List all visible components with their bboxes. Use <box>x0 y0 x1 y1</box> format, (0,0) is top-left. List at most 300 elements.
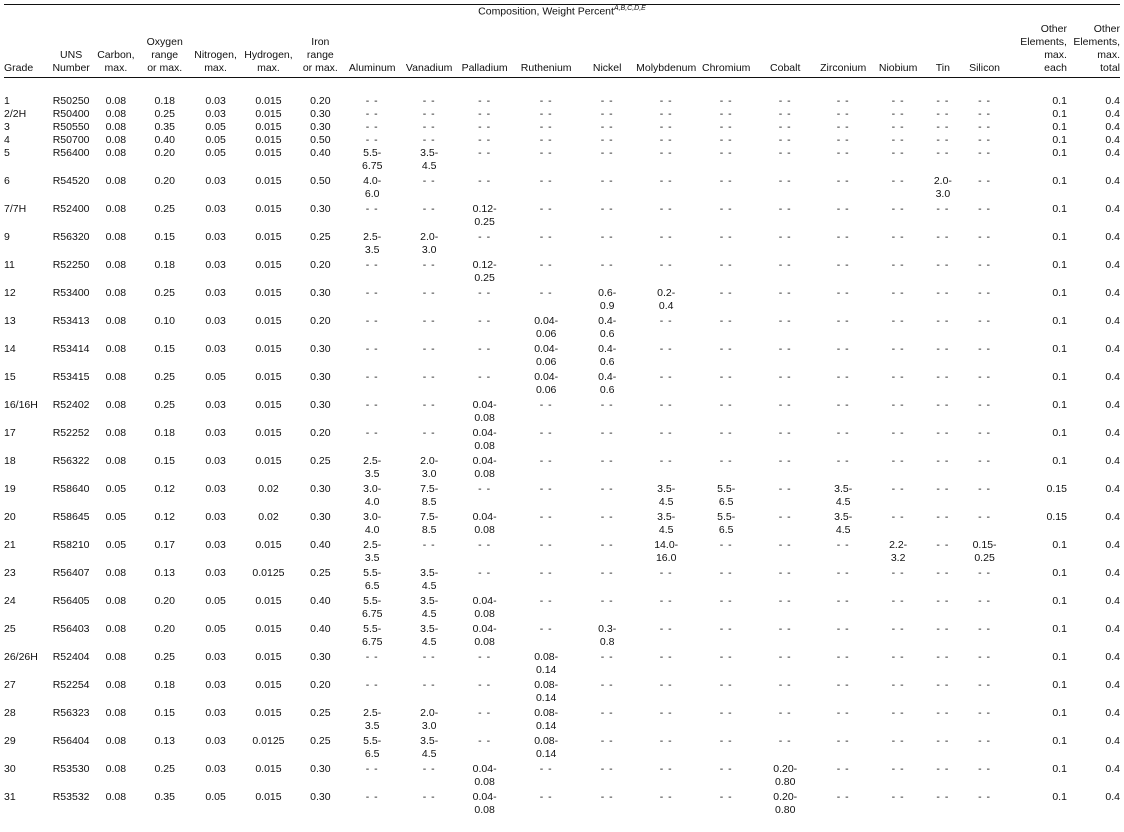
table-cell: 0.4 <box>1105 791 1120 803</box>
table-cell: 0.2- 0.4 <box>657 287 676 312</box>
table-cell: - - <box>936 595 950 607</box>
table-cell: - - <box>539 175 553 187</box>
table-cell: 0.4 <box>1105 259 1120 271</box>
table-cell: - - <box>936 623 950 635</box>
table-cell: 0.20 <box>310 315 331 327</box>
table-cell: 3.5- 4.5 <box>420 567 439 592</box>
table-cell: 0.1 <box>1052 287 1067 299</box>
table-cell: - - <box>600 399 614 411</box>
table-cell: 0.30 <box>310 399 331 411</box>
table-cell: - - <box>539 791 553 803</box>
table-cell: - - <box>600 735 614 747</box>
table-cell: 0.015 <box>255 259 282 271</box>
table-cell: 0.04- 0.08 <box>472 791 497 816</box>
table-cell: 0.15 <box>1046 511 1067 523</box>
table-cell: 0.08 <box>105 259 127 271</box>
table-cell: 0.1 <box>1052 134 1067 146</box>
table-cell: - - <box>600 595 614 607</box>
table-cell: 0.03 <box>205 175 226 187</box>
table-cell: - - <box>719 399 733 411</box>
table-cell: 0.35 <box>154 121 175 133</box>
table-row <box>4 455 1120 483</box>
uns-cell: R56405 <box>52 595 90 607</box>
table-cell: - - <box>719 371 733 383</box>
table-cell: - - <box>600 511 614 523</box>
grade-cell: 31 <box>4 791 16 803</box>
table-cell: 0.0125 <box>252 567 285 579</box>
uns-cell: R56404 <box>52 735 90 747</box>
table-cell: - - <box>778 567 792 579</box>
table-cell: - - <box>936 511 950 523</box>
table-row <box>4 259 1120 287</box>
table-cell: - - <box>659 343 673 355</box>
grade-cell: 18 <box>4 455 16 467</box>
table-cell: - - <box>478 483 492 495</box>
table-cell: - - <box>719 651 733 663</box>
table-cell: 0.015 <box>255 679 282 691</box>
table-cell: 0.4- 0.6 <box>598 343 617 368</box>
table-cell: - - <box>365 95 379 107</box>
table-cell: - - <box>659 763 673 775</box>
table-row <box>4 371 1120 399</box>
table-cell: - - <box>659 427 673 439</box>
uns-cell: R56323 <box>52 707 90 719</box>
table-cell: - - <box>891 483 905 495</box>
table-cell: 0.03 <box>205 427 226 439</box>
table-cell: 0.08- 0.14 <box>534 679 559 704</box>
table-cell: 0.03 <box>205 343 226 355</box>
grade-cell: 25 <box>4 623 16 635</box>
table-cell: 0.03 <box>205 483 226 495</box>
table-cell: - - <box>478 343 492 355</box>
table-cell: 0.4 <box>1105 343 1120 355</box>
table-cell: 0.08 <box>105 679 127 691</box>
table-cell: 0.015 <box>255 134 282 146</box>
table-cell: 3.0- 4.0 <box>363 511 382 536</box>
table-cell: 0.30 <box>310 343 331 355</box>
column-header: Iron range or max. <box>302 36 338 74</box>
table-cell: 0.04- 0.08 <box>472 595 497 620</box>
table-cell: - - <box>539 455 553 467</box>
table-cell: - - <box>600 203 614 215</box>
table-cell: - - <box>891 259 905 271</box>
column-header: Vanadium <box>405 62 453 74</box>
grade-cell: 17 <box>4 427 16 439</box>
table-cell: - - <box>936 203 950 215</box>
table-cell: 0.20 <box>154 623 175 635</box>
table-row <box>4 511 1120 539</box>
table-cell: 0.10 <box>154 315 175 327</box>
column-header: Oxygen range or max. <box>146 36 183 74</box>
table-cell: 3.5- 4.5 <box>420 623 439 648</box>
table-cell: - - <box>836 259 850 271</box>
table-cell: - - <box>422 763 436 775</box>
table-cell: 0.4 <box>1105 735 1120 747</box>
table-row <box>4 134 1120 147</box>
table-cell: - - <box>936 399 950 411</box>
uns-cell: R50400 <box>52 108 90 120</box>
table-cell: 0.015 <box>255 791 282 803</box>
table-cell: 0.30 <box>310 108 331 120</box>
table-cell: 0.015 <box>255 343 282 355</box>
table-cell: 0.02 <box>258 511 279 523</box>
column-header: Palladium <box>461 62 508 74</box>
table-cell: - - <box>600 259 614 271</box>
table-cell: 0.25 <box>310 707 331 719</box>
table-cell: 0.4 <box>1105 203 1120 215</box>
table-cell: - - <box>836 707 850 719</box>
table-cell: 0.08 <box>105 287 127 299</box>
table-cell: - - <box>478 567 492 579</box>
table-cell: - - <box>539 287 553 299</box>
table-cell: - - <box>891 147 905 159</box>
table-cell: 0.03 <box>205 231 226 243</box>
column-header: Ruthenium <box>520 62 572 74</box>
table-cell: 0.015 <box>255 455 282 467</box>
table-cell: - - <box>719 259 733 271</box>
table-cell: - - <box>936 791 950 803</box>
table-cell: - - <box>836 763 850 775</box>
table-cell: 0.05 <box>205 623 226 635</box>
table-row <box>4 539 1120 567</box>
table-cell: 0.03 <box>205 679 226 691</box>
column-header: Other Elements, max. total <box>1073 23 1120 74</box>
table-cell: 0.02 <box>258 483 279 495</box>
column-header: Hydrogen, max. <box>244 49 293 74</box>
column-header: UNS Number <box>52 49 90 74</box>
table-cell: - - <box>778 108 792 120</box>
table-cell: 0.4 <box>1105 595 1120 607</box>
table-cell: - - <box>365 679 379 691</box>
table-cell: - - <box>365 259 379 271</box>
table-cell: - - <box>659 315 673 327</box>
table-cell: - - <box>978 108 992 120</box>
table-cell: - - <box>719 108 733 120</box>
table-cell: - - <box>778 651 792 663</box>
table-cell: - - <box>365 651 379 663</box>
table-cell: - - <box>978 623 992 635</box>
table-row <box>4 108 1120 121</box>
table-cell: - - <box>365 427 379 439</box>
column-header: Chromium <box>701 62 751 74</box>
table-cell: 0.05 <box>105 539 127 551</box>
table-cell: - - <box>836 134 850 146</box>
grade-cell: 26/26H <box>4 651 38 663</box>
table-cell: - - <box>836 231 850 243</box>
table-cell: 0.25 <box>154 399 175 411</box>
table-cell: 0.08 <box>105 455 127 467</box>
table-cell: 0.25 <box>310 735 331 747</box>
table-cell: - - <box>659 651 673 663</box>
table-cell: - - <box>600 134 614 146</box>
column-header: Grade <box>4 62 34 74</box>
table-cell: 0.03 <box>205 95 226 107</box>
table-cell: 0.1 <box>1052 399 1067 411</box>
table-cell: 0.35 <box>154 791 175 803</box>
column-header: Tin <box>935 62 950 74</box>
table-cell: 2.0- 3.0 <box>420 707 439 732</box>
table-cell: - - <box>539 567 553 579</box>
table-cell: 0.3- 0.8 <box>598 623 617 648</box>
table-cell: - - <box>659 567 673 579</box>
table-body <box>4 77 1120 819</box>
table-cell: 0.08 <box>105 95 127 107</box>
table-cell: - - <box>422 427 436 439</box>
uns-cell: R53414 <box>52 343 90 355</box>
table-cell: - - <box>659 707 673 719</box>
table-cell: - - <box>659 259 673 271</box>
uns-cell: R53530 <box>52 763 90 775</box>
table-cell: - - <box>891 399 905 411</box>
table-cell: - - <box>836 427 850 439</box>
table-cell: - - <box>891 175 905 187</box>
table-cell: 0.1 <box>1052 455 1067 467</box>
grade-cell: 12 <box>4 287 16 299</box>
table-row <box>4 231 1120 259</box>
table-cell: 0.08 <box>105 399 127 411</box>
table-cell: 0.03 <box>205 455 226 467</box>
uns-cell: R53532 <box>52 791 90 803</box>
table-cell: 0.17 <box>154 539 175 551</box>
table-cell: 0.015 <box>255 707 282 719</box>
table-cell: - - <box>978 259 992 271</box>
table-cell: 0.1 <box>1052 121 1067 133</box>
table-cell: 0.04- 0.06 <box>534 315 559 340</box>
table-cell: - - <box>778 134 792 146</box>
table-row <box>4 595 1120 623</box>
table-cell: - - <box>836 95 850 107</box>
table-row <box>4 679 1120 707</box>
grade-cell: 24 <box>4 595 16 607</box>
table-cell: 0.015 <box>255 371 282 383</box>
table-cell: 0.05 <box>105 511 127 523</box>
table-cell: - - <box>600 427 614 439</box>
column-header: Nitrogen, max. <box>194 49 237 74</box>
table-cell: - - <box>778 231 792 243</box>
uns-cell: R56400 <box>52 147 90 159</box>
table-cell: 0.25 <box>154 763 175 775</box>
column-header: Silicon <box>969 62 1001 74</box>
table-cell: 0.08 <box>105 567 127 579</box>
table-cell: 0.40 <box>310 539 331 551</box>
table-cell: 0.04- 0.08 <box>472 763 497 788</box>
table-cell: 0.20 <box>154 595 175 607</box>
table-cell: - - <box>936 483 950 495</box>
table-cell: - - <box>719 287 733 299</box>
table-cell: 0.04- 0.08 <box>472 511 497 536</box>
table-cell: 0.4 <box>1105 567 1120 579</box>
table-cell: 0.30 <box>310 511 331 523</box>
uns-cell: R56322 <box>52 455 90 467</box>
table-cell: - - <box>478 735 492 747</box>
table-cell: - - <box>422 539 436 551</box>
table-cell: - - <box>478 539 492 551</box>
table-cell: - - <box>778 315 792 327</box>
table-cell: 0.08 <box>105 371 127 383</box>
table-cell: - - <box>978 203 992 215</box>
table-cell: - - <box>422 371 436 383</box>
table-cell: - - <box>978 371 992 383</box>
uns-cell: R56407 <box>52 567 90 579</box>
table-cell: - - <box>659 735 673 747</box>
table-cell: - - <box>891 134 905 146</box>
table-row <box>4 623 1120 651</box>
table-cell: 5.5- 6.75 <box>362 623 383 648</box>
table-cell: 0.15 <box>154 231 175 243</box>
table-cell: - - <box>778 539 792 551</box>
table-cell: 0.05 <box>205 791 226 803</box>
table-cell: 0.18 <box>154 95 175 107</box>
table-cell: - - <box>659 399 673 411</box>
table-cell: - - <box>478 147 492 159</box>
table-cell: 0.08 <box>105 791 127 803</box>
table-cell: - - <box>659 679 673 691</box>
table-cell: 5.5- 6.75 <box>362 595 383 620</box>
table-cell: 3.5- 4.5 <box>657 483 676 508</box>
table-cell: - - <box>422 259 436 271</box>
table-cell: 0.4- 0.6 <box>598 315 617 340</box>
table-cell: 0.25 <box>310 567 331 579</box>
table-cell: 2.2- 3.2 <box>889 539 908 564</box>
table-cell: - - <box>719 791 733 803</box>
table-cell: - - <box>936 371 950 383</box>
table-cell: 0.015 <box>255 539 282 551</box>
table-cell: 0.18 <box>154 679 175 691</box>
table-cell: 0.1 <box>1052 427 1067 439</box>
table-cell: 0.40 <box>310 595 331 607</box>
table-cell: 0.4 <box>1105 707 1120 719</box>
table-cell: - - <box>659 203 673 215</box>
column-header: Aluminum <box>348 62 396 74</box>
table-cell: - - <box>891 735 905 747</box>
table-cell: - - <box>719 735 733 747</box>
table-cell: 0.1 <box>1052 203 1067 215</box>
table-cell: - - <box>778 95 792 107</box>
table-cell: 0.08 <box>105 175 127 187</box>
table-cell: - - <box>422 121 436 133</box>
table-cell: 0.1 <box>1052 763 1067 775</box>
table-cell: - - <box>778 735 792 747</box>
table-cell: - - <box>978 483 992 495</box>
table-cell: - - <box>659 623 673 635</box>
table-cell: - - <box>978 679 992 691</box>
table-cell: 2.5- 3.5 <box>363 231 382 256</box>
table-cell: - - <box>978 455 992 467</box>
table-cell: - - <box>836 121 850 133</box>
table-cell: - - <box>778 371 792 383</box>
table-row <box>4 343 1120 371</box>
composition-header <box>0 5 1124 18</box>
table-cell: - - <box>539 595 553 607</box>
table-cell: 0.05 <box>205 371 226 383</box>
table-cell: - - <box>778 483 792 495</box>
table-cell: - - <box>600 455 614 467</box>
table-cell: - - <box>422 315 436 327</box>
table-cell: - - <box>659 371 673 383</box>
table-cell: - - <box>836 108 850 120</box>
table-cell: - - <box>600 707 614 719</box>
grade-cell: 16/16H <box>4 399 38 411</box>
table-cell: 0.08- 0.14 <box>534 651 559 676</box>
table-cell: - - <box>778 259 792 271</box>
table-cell: 0.18 <box>154 427 175 439</box>
table-cell: 0.15 <box>154 455 175 467</box>
table-cell: 0.08 <box>105 623 127 635</box>
table-cell: - - <box>836 455 850 467</box>
table-cell: 0.4 <box>1105 95 1120 107</box>
table-cell: - - <box>891 763 905 775</box>
table-cell: 0.015 <box>255 623 282 635</box>
table-cell: 0.03 <box>205 651 226 663</box>
table-cell: - - <box>539 511 553 523</box>
table-cell: - - <box>659 231 673 243</box>
table-cell: - - <box>836 287 850 299</box>
table-cell: - - <box>600 483 614 495</box>
grade-cell: 9 <box>4 231 10 243</box>
table-cell: - - <box>365 203 379 215</box>
table-cell: - - <box>365 791 379 803</box>
grade-cell: 15 <box>4 371 16 383</box>
table-cell: - - <box>978 231 992 243</box>
table-cell: - - <box>600 539 614 551</box>
table-cell: - - <box>659 121 673 133</box>
table-cell: - - <box>891 231 905 243</box>
table-cell: - - <box>478 287 492 299</box>
table-cell: - - <box>719 455 733 467</box>
table-cell: 0.12 <box>154 511 175 523</box>
table-cell: 0.1 <box>1052 651 1067 663</box>
table-cell: - - <box>478 371 492 383</box>
table-cell: - - <box>891 315 905 327</box>
table-cell: 0.4 <box>1105 121 1120 133</box>
table-cell: - - <box>936 735 950 747</box>
table-cell: - - <box>659 147 673 159</box>
uns-cell: R52250 <box>52 259 90 271</box>
table-cell: - - <box>936 763 950 775</box>
table-cell: 0.15 <box>154 343 175 355</box>
table-cell: - - <box>422 203 436 215</box>
table-cell: 0.08 <box>105 763 127 775</box>
table-cell: - - <box>936 427 950 439</box>
table-cell: - - <box>600 108 614 120</box>
grade-cell: 30 <box>4 763 16 775</box>
table-cell: 0.08- 0.14 <box>534 707 559 732</box>
table-cell: - - <box>600 231 614 243</box>
table-cell: - - <box>778 399 792 411</box>
table-cell: 0.03 <box>205 707 226 719</box>
table-cell: - - <box>539 231 553 243</box>
table-cell: - - <box>719 707 733 719</box>
table-cell: 0.03 <box>205 539 226 551</box>
table-cell: - - <box>719 231 733 243</box>
table-cell: 0.20 <box>310 679 331 691</box>
table-cell: - - <box>836 679 850 691</box>
uns-cell: R52400 <box>52 203 90 215</box>
table-cell: 0.1 <box>1052 539 1067 551</box>
table-cell: - - <box>978 147 992 159</box>
table-cell: 0.015 <box>255 121 282 133</box>
table-cell: - - <box>836 175 850 187</box>
table-cell: 0.4 <box>1105 287 1120 299</box>
table-cell: - - <box>600 763 614 775</box>
table-cell: - - <box>891 511 905 523</box>
table-cell: 0.40 <box>310 147 331 159</box>
grade-cell: 5 <box>4 147 10 159</box>
table-cell: - - <box>478 231 492 243</box>
table-cell: 14.0- 16.0 <box>654 539 679 564</box>
table-cell: - - <box>422 651 436 663</box>
table-cell: - - <box>539 203 553 215</box>
